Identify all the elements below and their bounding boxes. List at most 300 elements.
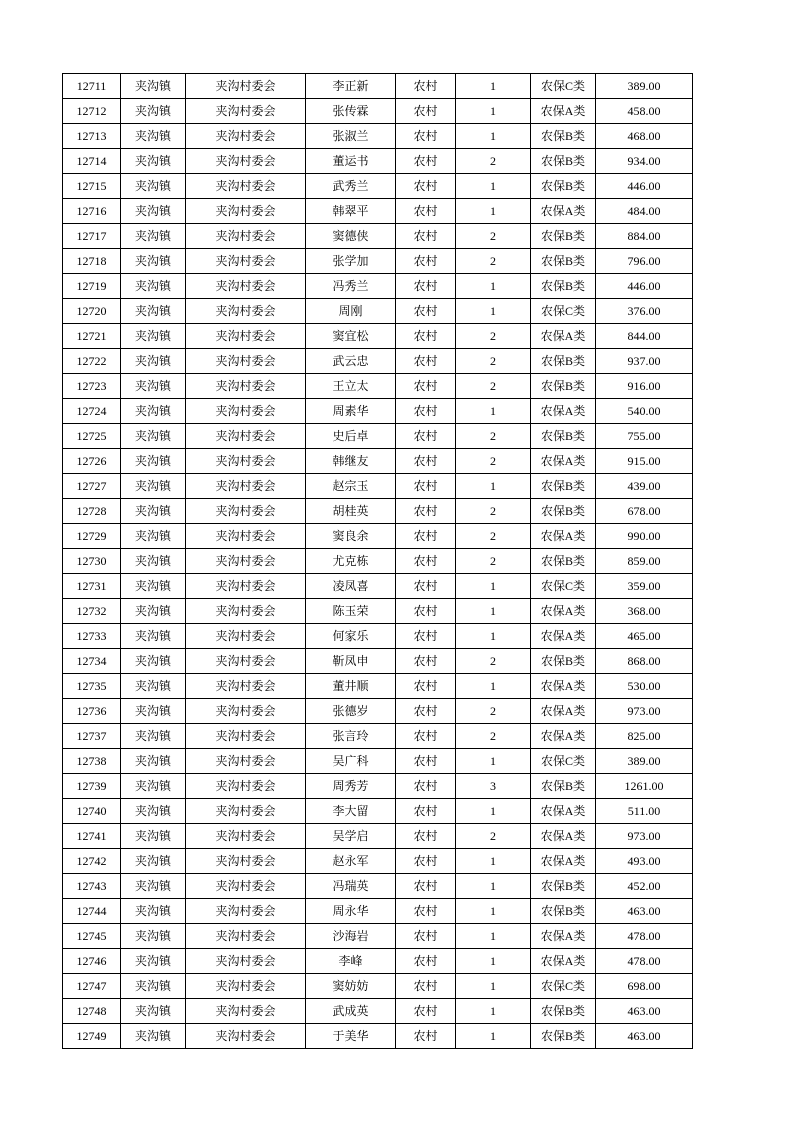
table-row: [63, 699, 693, 724]
cell-id: 12718: [63, 249, 121, 274]
cell-name: 窦宜松: [306, 324, 396, 349]
cell-category: 农保A类: [531, 449, 596, 474]
cell-category: 农保A类: [531, 624, 596, 649]
cell-id: 12727: [63, 474, 121, 499]
cell-amount: 493.00: [596, 849, 693, 874]
cell-name: 窦妨妨: [306, 974, 396, 999]
cell-count: 2: [456, 449, 531, 474]
cell-type: 农村: [396, 924, 456, 949]
cell-count: 1: [456, 474, 531, 499]
cell-id: 12711: [63, 74, 121, 99]
cell-id: 12740: [63, 799, 121, 824]
cell-village: 夹沟村委会: [186, 399, 306, 424]
cell-category: 农保A类: [531, 724, 596, 749]
cell-village: 夹沟村委会: [186, 149, 306, 174]
cell-id: 12747: [63, 974, 121, 999]
table-row: [63, 524, 693, 549]
table-row: [63, 549, 693, 574]
cell-count: 1: [456, 399, 531, 424]
table-row: [63, 924, 693, 949]
cell-id: 12722: [63, 349, 121, 374]
cell-village: 夹沟村委会: [186, 924, 306, 949]
cell-id: 12719: [63, 274, 121, 299]
cell-id: 12723: [63, 374, 121, 399]
cell-name: 周秀芳: [306, 774, 396, 799]
cell-name: 吴学启: [306, 824, 396, 849]
cell-id: 12736: [63, 699, 121, 724]
cell-amount: 973.00: [596, 824, 693, 849]
cell-count: 1: [456, 674, 531, 699]
table-row: [63, 474, 693, 499]
cell-count: 2: [456, 424, 531, 449]
cell-count: 1: [456, 849, 531, 874]
cell-amount: 376.00: [596, 299, 693, 324]
table-row: [63, 874, 693, 899]
cell-count: 1: [456, 799, 531, 824]
table-row: [63, 374, 693, 399]
cell-village: 夹沟村委会: [186, 474, 306, 499]
cell-village: 夹沟村委会: [186, 874, 306, 899]
cell-category: 农保A类: [531, 324, 596, 349]
cell-count: 1: [456, 199, 531, 224]
cell-count: 1: [456, 599, 531, 624]
table-row: [63, 649, 693, 674]
cell-id: 12720: [63, 299, 121, 324]
cell-town: 夹沟镇: [121, 174, 186, 199]
cell-type: 农村: [396, 974, 456, 999]
table-row: [63, 224, 693, 249]
cell-name: 赵永军: [306, 849, 396, 874]
cell-count: 1: [456, 1024, 531, 1049]
cell-type: 农村: [396, 424, 456, 449]
cell-id: 12749: [63, 1024, 121, 1049]
table-row: [63, 774, 693, 799]
cell-village: 夹沟村委会: [186, 749, 306, 774]
cell-town: 夹沟镇: [121, 74, 186, 99]
cell-name: 王立太: [306, 374, 396, 399]
cell-count: 2: [456, 324, 531, 349]
cell-id: 12716: [63, 199, 121, 224]
cell-town: 夹沟镇: [121, 799, 186, 824]
cell-amount: 465.00: [596, 624, 693, 649]
cell-count: 1: [456, 174, 531, 199]
cell-town: 夹沟镇: [121, 899, 186, 924]
cell-amount: 678.00: [596, 499, 693, 524]
cell-name: 武云忠: [306, 349, 396, 374]
cell-name: 韩翠平: [306, 199, 396, 224]
table-row: [63, 274, 693, 299]
cell-category: 农保A类: [531, 524, 596, 549]
cell-amount: 463.00: [596, 1024, 693, 1049]
cell-type: 农村: [396, 874, 456, 899]
cell-count: 1: [456, 124, 531, 149]
cell-type: 农村: [396, 674, 456, 699]
cell-amount: 825.00: [596, 724, 693, 749]
cell-town: 夹沟镇: [121, 999, 186, 1024]
cell-type: 农村: [396, 374, 456, 399]
cell-count: 1: [456, 574, 531, 599]
cell-village: 夹沟村委会: [186, 649, 306, 674]
cell-type: 农村: [396, 349, 456, 374]
cell-name: 武成英: [306, 999, 396, 1024]
cell-town: 夹沟镇: [121, 249, 186, 274]
cell-category: 农保B类: [531, 349, 596, 374]
cell-type: 农村: [396, 774, 456, 799]
cell-village: 夹沟村委会: [186, 549, 306, 574]
cell-village: 夹沟村委会: [186, 199, 306, 224]
cell-type: 农村: [396, 449, 456, 474]
cell-category: 农保B类: [531, 999, 596, 1024]
cell-village: 夹沟村委会: [186, 899, 306, 924]
cell-count: 1: [456, 999, 531, 1024]
cell-amount: 755.00: [596, 424, 693, 449]
cell-village: 夹沟村委会: [186, 524, 306, 549]
cell-name: 沙海岩: [306, 924, 396, 949]
cell-id: 12732: [63, 599, 121, 624]
cell-village: 夹沟村委会: [186, 674, 306, 699]
cell-id: 12735: [63, 674, 121, 699]
cell-category: 农保B类: [531, 549, 596, 574]
cell-category: 农保A类: [531, 799, 596, 824]
cell-village: 夹沟村委会: [186, 599, 306, 624]
cell-name: 冯秀兰: [306, 274, 396, 299]
cell-village: 夹沟村委会: [186, 274, 306, 299]
cell-amount: 934.00: [596, 149, 693, 174]
cell-count: 2: [456, 499, 531, 524]
cell-count: 1: [456, 899, 531, 924]
cell-village: 夹沟村委会: [186, 774, 306, 799]
table-row: [63, 99, 693, 124]
cell-id: 12738: [63, 749, 121, 774]
cell-name: 凌凤喜: [306, 574, 396, 599]
cell-type: 农村: [396, 99, 456, 124]
cell-town: 夹沟镇: [121, 149, 186, 174]
cell-village: 夹沟村委会: [186, 499, 306, 524]
cell-count: 2: [456, 824, 531, 849]
cell-amount: 884.00: [596, 224, 693, 249]
table-row: [63, 974, 693, 999]
table-row: [63, 849, 693, 874]
cell-count: 1: [456, 749, 531, 774]
cell-type: 农村: [396, 624, 456, 649]
cell-town: 夹沟镇: [121, 649, 186, 674]
cell-id: 12731: [63, 574, 121, 599]
cell-town: 夹沟镇: [121, 274, 186, 299]
cell-count: 2: [456, 649, 531, 674]
cell-village: 夹沟村委会: [186, 824, 306, 849]
cell-type: 农村: [396, 74, 456, 99]
cell-village: 夹沟村委会: [186, 799, 306, 824]
cell-amount: 478.00: [596, 949, 693, 974]
cell-count: 1: [456, 99, 531, 124]
table-row: [63, 674, 693, 699]
cell-town: 夹沟镇: [121, 549, 186, 574]
cell-type: 农村: [396, 199, 456, 224]
cell-category: 农保C类: [531, 749, 596, 774]
cell-count: 2: [456, 149, 531, 174]
cell-type: 农村: [396, 599, 456, 624]
cell-amount: 530.00: [596, 674, 693, 699]
cell-amount: 868.00: [596, 649, 693, 674]
cell-amount: 359.00: [596, 574, 693, 599]
cell-name: 张学加: [306, 249, 396, 274]
cell-id: 12724: [63, 399, 121, 424]
table-row: [63, 949, 693, 974]
table-body: [63, 74, 693, 1049]
cell-name: 何家乐: [306, 624, 396, 649]
cell-category: 农保B类: [531, 899, 596, 924]
cell-village: 夹沟村委会: [186, 849, 306, 874]
cell-name: 董运书: [306, 149, 396, 174]
cell-town: 夹沟镇: [121, 674, 186, 699]
cell-town: 夹沟镇: [121, 974, 186, 999]
cell-id: 12746: [63, 949, 121, 974]
cell-type: 农村: [396, 549, 456, 574]
cell-town: 夹沟镇: [121, 224, 186, 249]
cell-type: 农村: [396, 524, 456, 549]
cell-amount: 1261.00: [596, 774, 693, 799]
cell-amount: 452.00: [596, 874, 693, 899]
cell-name: 胡桂英: [306, 499, 396, 524]
cell-amount: 463.00: [596, 899, 693, 924]
cell-name: 董井顺: [306, 674, 396, 699]
cell-village: 夹沟村委会: [186, 174, 306, 199]
cell-amount: 478.00: [596, 924, 693, 949]
cell-count: 2: [456, 699, 531, 724]
table-row: [63, 449, 693, 474]
cell-name: 韩继友: [306, 449, 396, 474]
cell-amount: 458.00: [596, 99, 693, 124]
table-row: [63, 749, 693, 774]
cell-town: 夹沟镇: [121, 474, 186, 499]
cell-category: 农保A类: [531, 674, 596, 699]
cell-village: 夹沟村委会: [186, 224, 306, 249]
cell-count: 2: [456, 349, 531, 374]
cell-town: 夹沟镇: [121, 349, 186, 374]
cell-category: 农保A类: [531, 599, 596, 624]
cell-town: 夹沟镇: [121, 524, 186, 549]
cell-id: 12745: [63, 924, 121, 949]
cell-amount: 796.00: [596, 249, 693, 274]
cell-count: 2: [456, 549, 531, 574]
cell-amount: 511.00: [596, 799, 693, 824]
cell-id: 12730: [63, 549, 121, 574]
cell-name: 周刚: [306, 299, 396, 324]
cell-id: 12728: [63, 499, 121, 524]
table-row: [63, 149, 693, 174]
cell-category: 农保A类: [531, 699, 596, 724]
cell-category: 农保B类: [531, 249, 596, 274]
table-row: [63, 199, 693, 224]
cell-type: 农村: [396, 124, 456, 149]
cell-amount: 368.00: [596, 599, 693, 624]
cell-category: 农保C类: [531, 74, 596, 99]
cell-town: 夹沟镇: [121, 99, 186, 124]
cell-name: 周素华: [306, 399, 396, 424]
cell-count: 2: [456, 249, 531, 274]
cell-name: 武秀兰: [306, 174, 396, 199]
cell-type: 农村: [396, 849, 456, 874]
cell-amount: 389.00: [596, 74, 693, 99]
cell-town: 夹沟镇: [121, 924, 186, 949]
table-row: [63, 399, 693, 424]
cell-village: 夹沟村委会: [186, 324, 306, 349]
cell-town: 夹沟镇: [121, 874, 186, 899]
cell-village: 夹沟村委会: [186, 99, 306, 124]
cell-name: 陈玉荣: [306, 599, 396, 624]
table-row: [63, 624, 693, 649]
cell-type: 农村: [396, 249, 456, 274]
table-row: [63, 124, 693, 149]
cell-town: 夹沟镇: [121, 299, 186, 324]
cell-village: 夹沟村委会: [186, 574, 306, 599]
table-row: [63, 724, 693, 749]
cell-town: 夹沟镇: [121, 749, 186, 774]
cell-amount: 463.00: [596, 999, 693, 1024]
table-row: [63, 499, 693, 524]
cell-village: 夹沟村委会: [186, 699, 306, 724]
cell-id: 12715: [63, 174, 121, 199]
cell-count: 2: [456, 224, 531, 249]
cell-amount: 990.00: [596, 524, 693, 549]
cell-amount: 859.00: [596, 549, 693, 574]
cell-type: 农村: [396, 574, 456, 599]
cell-town: 夹沟镇: [121, 774, 186, 799]
cell-id: 12739: [63, 774, 121, 799]
cell-village: 夹沟村委会: [186, 1024, 306, 1049]
table-row: [63, 899, 693, 924]
cell-id: 12713: [63, 124, 121, 149]
cell-category: 农保B类: [531, 474, 596, 499]
table-row: [63, 1024, 693, 1049]
cell-category: 农保B类: [531, 424, 596, 449]
cell-name: 张传霖: [306, 99, 396, 124]
cell-count: 1: [456, 974, 531, 999]
cell-village: 夹沟村委会: [186, 349, 306, 374]
cell-type: 农村: [396, 949, 456, 974]
cell-village: 夹沟村委会: [186, 124, 306, 149]
cell-type: 农村: [396, 274, 456, 299]
cell-name: 尤克栋: [306, 549, 396, 574]
cell-amount: 439.00: [596, 474, 693, 499]
cell-village: 夹沟村委会: [186, 299, 306, 324]
cell-category: 农保C类: [531, 299, 596, 324]
cell-type: 农村: [396, 799, 456, 824]
cell-id: 12737: [63, 724, 121, 749]
cell-category: 农保A类: [531, 199, 596, 224]
cell-town: 夹沟镇: [121, 499, 186, 524]
cell-village: 夹沟村委会: [186, 624, 306, 649]
cell-town: 夹沟镇: [121, 949, 186, 974]
cell-category: 农保B类: [531, 874, 596, 899]
cell-id: 12725: [63, 424, 121, 449]
cell-count: 1: [456, 74, 531, 99]
table-row: [63, 299, 693, 324]
cell-type: 农村: [396, 824, 456, 849]
cell-town: 夹沟镇: [121, 199, 186, 224]
cell-type: 农村: [396, 299, 456, 324]
cell-name: 于美华: [306, 1024, 396, 1049]
cell-town: 夹沟镇: [121, 699, 186, 724]
cell-amount: 844.00: [596, 324, 693, 349]
cell-id: 12721: [63, 324, 121, 349]
table-row: [63, 999, 693, 1024]
cell-category: 农保A类: [531, 949, 596, 974]
cell-name: 冯瑞英: [306, 874, 396, 899]
cell-town: 夹沟镇: [121, 124, 186, 149]
cell-amount: 446.00: [596, 274, 693, 299]
cell-town: 夹沟镇: [121, 424, 186, 449]
cell-category: 农保B类: [531, 149, 596, 174]
table-row: [63, 824, 693, 849]
cell-id: 12726: [63, 449, 121, 474]
cell-id: 12712: [63, 99, 121, 124]
cell-type: 农村: [396, 324, 456, 349]
cell-category: 农保B类: [531, 274, 596, 299]
cell-type: 农村: [396, 224, 456, 249]
cell-amount: 540.00: [596, 399, 693, 424]
cell-town: 夹沟镇: [121, 624, 186, 649]
cell-count: 1: [456, 624, 531, 649]
cell-category: 农保B类: [531, 649, 596, 674]
cell-count: 2: [456, 374, 531, 399]
cell-amount: 916.00: [596, 374, 693, 399]
cell-name: 窦良余: [306, 524, 396, 549]
cell-village: 夹沟村委会: [186, 249, 306, 274]
cell-name: 窦德侠: [306, 224, 396, 249]
cell-name: 张言玲: [306, 724, 396, 749]
cell-category: 农保B类: [531, 174, 596, 199]
cell-id: 12717: [63, 224, 121, 249]
cell-category: 农保B类: [531, 374, 596, 399]
cell-type: 农村: [396, 499, 456, 524]
table-row: [63, 599, 693, 624]
cell-count: 1: [456, 924, 531, 949]
cell-town: 夹沟镇: [121, 374, 186, 399]
cell-name: 周永华: [306, 899, 396, 924]
cell-name: 赵宗玉: [306, 474, 396, 499]
table-row: [63, 74, 693, 99]
cell-count: 1: [456, 949, 531, 974]
cell-type: 农村: [396, 899, 456, 924]
cell-category: 农保C类: [531, 974, 596, 999]
cell-name: 靳凤申: [306, 649, 396, 674]
cell-name: 李峰: [306, 949, 396, 974]
cell-type: 农村: [396, 149, 456, 174]
table-row: [63, 799, 693, 824]
cell-type: 农村: [396, 649, 456, 674]
cell-town: 夹沟镇: [121, 399, 186, 424]
cell-type: 农村: [396, 399, 456, 424]
cell-count: 1: [456, 299, 531, 324]
cell-id: 12733: [63, 624, 121, 649]
cell-village: 夹沟村委会: [186, 74, 306, 99]
cell-type: 农村: [396, 699, 456, 724]
cell-name: 李正新: [306, 74, 396, 99]
cell-count: 2: [456, 524, 531, 549]
cell-village: 夹沟村委会: [186, 724, 306, 749]
table-row: [63, 574, 693, 599]
cell-type: 农村: [396, 174, 456, 199]
cell-amount: 937.00: [596, 349, 693, 374]
cell-category: 农保A类: [531, 849, 596, 874]
cell-type: 农村: [396, 474, 456, 499]
cell-type: 农村: [396, 1024, 456, 1049]
cell-category: 农保B类: [531, 774, 596, 799]
cell-town: 夹沟镇: [121, 824, 186, 849]
cell-category: 农保B类: [531, 224, 596, 249]
cell-type: 农村: [396, 999, 456, 1024]
